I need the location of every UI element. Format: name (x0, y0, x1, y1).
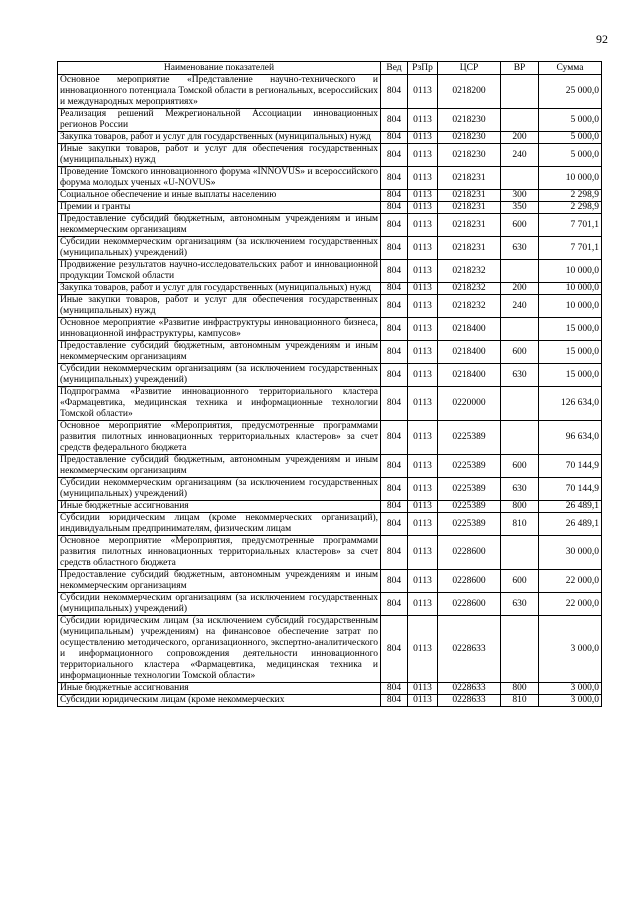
table-row (58, 364, 602, 387)
cell-csr: 0225389 (438, 421, 501, 455)
cell-sum: 26 489,1 (539, 501, 602, 513)
cell-csr: 0218232 (438, 260, 501, 283)
cell-rzpr: 0113 (408, 364, 438, 387)
cell-rzpr: 0113 (408, 478, 438, 501)
cell-sum: 7 701,1 (539, 214, 602, 237)
cell-csr: 0218231 (438, 167, 501, 190)
cell-ved: 804 (381, 109, 408, 132)
cell-ved: 804 (381, 167, 408, 190)
cell-csr: 0218230 (438, 132, 501, 144)
table-row (58, 202, 602, 214)
cell-rzpr: 0113 (408, 421, 438, 455)
column-header-sum: Сумма (539, 62, 602, 75)
cell-rzpr: 0113 (408, 237, 438, 260)
cell-sum: 7 701,1 (539, 237, 602, 260)
cell-sum: 70 144,9 (539, 478, 602, 501)
table-row (58, 237, 602, 260)
cell-ved: 804 (381, 387, 408, 421)
table-row (58, 695, 602, 707)
cell-vr (501, 616, 539, 683)
cell-csr: 0218200 (438, 75, 501, 109)
cell-sum: 10 000,0 (539, 295, 602, 318)
cell-ved: 804 (381, 295, 408, 318)
cell-vr: 600 (501, 455, 539, 478)
cell-csr: 0218231 (438, 202, 501, 214)
table-row (58, 214, 602, 237)
cell-rzpr: 0113 (408, 144, 438, 167)
cell-vr: 630 (501, 237, 539, 260)
cell-ved: 804 (381, 421, 408, 455)
cell-rzpr: 0113 (408, 132, 438, 144)
table-row (58, 283, 602, 295)
cell-csr: 0228633 (438, 683, 501, 695)
cell-ved: 804 (381, 144, 408, 167)
cell-ved: 804 (381, 190, 408, 202)
cell-csr: 0225389 (438, 501, 501, 513)
table-row (58, 536, 602, 570)
cell-name: Основное мероприятие «Мероприятия, предусмотренные программами развития пилотных инновационных территориальных кластеров» за счет средств областного бюджета (58, 536, 381, 570)
cell-vr: 200 (501, 132, 539, 144)
table-row (58, 513, 602, 536)
cell-ved: 804 (381, 478, 408, 501)
cell-name: Субсидии юридическим лицам (кроме некоммерческих организаций), индивидуальным предпринимателям, физическим лицам (58, 513, 381, 536)
cell-vr: 240 (501, 295, 539, 318)
cell-name: Предоставление субсидий бюджетным, автономным учреждениям и иным некоммерческим организациям (58, 455, 381, 478)
cell-csr: 0218400 (438, 318, 501, 341)
cell-csr: 0218230 (438, 144, 501, 167)
table-row (58, 455, 602, 478)
cell-vr (501, 75, 539, 109)
cell-vr (501, 109, 539, 132)
cell-rzpr: 0113 (408, 109, 438, 132)
cell-csr: 0218231 (438, 190, 501, 202)
cell-name: Предоставление субсидий бюджетным, автономным учреждениям и иным некоммерческим организациям (58, 341, 381, 364)
cell-ved: 804 (381, 695, 408, 707)
cell-name: Субсидии юридическим лицам (за исключением субсидий государственным (муниципальным) учреждениям) на финансовое обеспечение затрат по осуществлению методического, организационного, экспертно-аналитического и информационного сопровождения деятельности инновационного территориального кластера «Фармацевтика, медицинская техника и информационные технологии Томской области» (58, 616, 381, 683)
table-row (58, 683, 602, 695)
cell-sum: 10 000,0 (539, 260, 602, 283)
cell-rzpr: 0113 (408, 75, 438, 109)
cell-ved: 804 (381, 237, 408, 260)
cell-rzpr: 0113 (408, 593, 438, 616)
cell-name: Основное мероприятие «Представление научно-технического и инновационного потенциала Томской области в региональных, всероссийских и международных мероприятиях» (58, 75, 381, 109)
cell-csr: 0218232 (438, 295, 501, 318)
cell-vr: 600 (501, 570, 539, 593)
table-row (58, 318, 602, 341)
cell-ved: 804 (381, 455, 408, 478)
cell-sum: 3 000,0 (539, 683, 602, 695)
cell-sum: 96 634,0 (539, 421, 602, 455)
cell-csr: 0218230 (438, 109, 501, 132)
cell-sum: 10 000,0 (539, 167, 602, 190)
table-row (58, 593, 602, 616)
cell-name: Продвижение результатов научно-исследовательских работ и инновационной продукции Томской области (58, 260, 381, 283)
cell-ved: 804 (381, 513, 408, 536)
cell-sum: 3 000,0 (539, 695, 602, 707)
column-header-vr: ВР (501, 62, 539, 75)
cell-csr: 0220000 (438, 387, 501, 421)
cell-sum: 2 298,9 (539, 190, 602, 202)
column-header-csr: ЦСР (438, 62, 501, 75)
cell-rzpr: 0113 (408, 501, 438, 513)
cell-rzpr: 0113 (408, 318, 438, 341)
table-row (58, 260, 602, 283)
cell-name: Иные бюджетные ассигнования (58, 501, 381, 513)
cell-vr: 810 (501, 695, 539, 707)
table-row (58, 570, 602, 593)
cell-sum: 15 000,0 (539, 364, 602, 387)
cell-rzpr: 0113 (408, 683, 438, 695)
cell-name: Основное мероприятие «Развитие инфраструктуры инновационного бизнеса, инновационной инфраструктуры, кампусов» (58, 318, 381, 341)
column-header-name: Наименование показателей (58, 62, 381, 75)
cell-vr: 630 (501, 478, 539, 501)
cell-csr: 0228600 (438, 536, 501, 570)
cell-name: Иные закупки товаров, работ и услуг для обеспечения государственных (муниципальных) нужд (58, 295, 381, 318)
table-body (58, 75, 602, 707)
cell-csr: 0225389 (438, 513, 501, 536)
cell-sum: 15 000,0 (539, 341, 602, 364)
cell-vr: 240 (501, 144, 539, 167)
cell-vr: 630 (501, 593, 539, 616)
cell-name: Предоставление субсидий бюджетным, автономным учреждениям и иным некоммерческим организациям (58, 214, 381, 237)
cell-ved: 804 (381, 570, 408, 593)
page-number: 92 (596, 32, 608, 46)
cell-name: Субсидии некоммерческим организациям (за исключением государственных (муниципальных) учреждений) (58, 237, 381, 260)
cell-vr (501, 536, 539, 570)
table-row (58, 190, 602, 202)
cell-vr (501, 260, 539, 283)
table-row (58, 144, 602, 167)
cell-name: Иные закупки товаров, работ и услуг для обеспечения государственных (муниципальных) нужд (58, 144, 381, 167)
cell-vr: 810 (501, 513, 539, 536)
cell-vr: 800 (501, 683, 539, 695)
table-row (58, 109, 602, 132)
cell-ved: 804 (381, 683, 408, 695)
cell-name: Реализация решений Межрегиональной Ассоциации инновационных регионов России (58, 109, 381, 132)
cell-ved: 804 (381, 214, 408, 237)
cell-ved: 804 (381, 364, 408, 387)
cell-sum: 10 000,0 (539, 283, 602, 295)
cell-csr: 0228600 (438, 570, 501, 593)
cell-name: Иные бюджетные ассигнования (58, 683, 381, 695)
cell-name: Социальное обеспечение и иные выплаты населению (58, 190, 381, 202)
cell-vr: 800 (501, 501, 539, 513)
column-header-rzpr: РзПр (408, 62, 438, 75)
table-header-row (58, 62, 602, 75)
cell-rzpr: 0113 (408, 283, 438, 295)
cell-csr: 0225389 (438, 455, 501, 478)
cell-ved: 804 (381, 536, 408, 570)
cell-sum: 22 000,0 (539, 570, 602, 593)
cell-rzpr: 0113 (408, 214, 438, 237)
cell-sum: 22 000,0 (539, 593, 602, 616)
table-row (58, 421, 602, 455)
cell-vr (501, 387, 539, 421)
cell-sum: 5 000,0 (539, 144, 602, 167)
cell-rzpr: 0113 (408, 616, 438, 683)
cell-csr: 0225389 (438, 478, 501, 501)
cell-rzpr: 0113 (408, 570, 438, 593)
cell-sum: 5 000,0 (539, 132, 602, 144)
cell-csr: 0228600 (438, 593, 501, 616)
cell-ved: 804 (381, 318, 408, 341)
cell-name: Проведение Томского инновационного форума «INNOVUS» и всероссийского форума молодых ученых «U-NOVUS» (58, 167, 381, 190)
cell-vr: 630 (501, 364, 539, 387)
cell-ved: 804 (381, 593, 408, 616)
cell-sum: 30 000,0 (539, 536, 602, 570)
cell-name: Основное мероприятие «Мероприятия, предусмотренные программами развития пилотных инновационных территориальных кластеров» за счет средств федерального бюджета (58, 421, 381, 455)
cell-rzpr: 0113 (408, 260, 438, 283)
cell-vr (501, 421, 539, 455)
cell-name: Субсидии некоммерческим организациям (за исключением государственных (муниципальных) учреждений) (58, 478, 381, 501)
cell-vr: 300 (501, 190, 539, 202)
cell-csr: 0218232 (438, 283, 501, 295)
table-row (58, 167, 602, 190)
cell-sum: 15 000,0 (539, 318, 602, 341)
table-row (58, 295, 602, 318)
cell-csr: 0218400 (438, 364, 501, 387)
cell-rzpr: 0113 (408, 202, 438, 214)
cell-sum: 5 000,0 (539, 109, 602, 132)
cell-vr (501, 318, 539, 341)
budget-table (57, 61, 602, 707)
cell-vr: 200 (501, 283, 539, 295)
cell-ved: 804 (381, 132, 408, 144)
cell-ved: 804 (381, 616, 408, 683)
cell-vr: 350 (501, 202, 539, 214)
cell-rzpr: 0113 (408, 387, 438, 421)
cell-ved: 804 (381, 501, 408, 513)
cell-ved: 804 (381, 260, 408, 283)
table-row (58, 478, 602, 501)
cell-sum: 70 144,9 (539, 455, 602, 478)
cell-vr: 600 (501, 341, 539, 364)
cell-sum: 26 489,1 (539, 513, 602, 536)
cell-rzpr: 0113 (408, 513, 438, 536)
cell-rzpr: 0113 (408, 695, 438, 707)
cell-rzpr: 0113 (408, 295, 438, 318)
cell-rzpr: 0113 (408, 167, 438, 190)
cell-rzpr: 0113 (408, 536, 438, 570)
table-row (58, 75, 602, 109)
cell-sum: 25 000,0 (539, 75, 602, 109)
cell-vr: 600 (501, 214, 539, 237)
cell-csr: 0228633 (438, 695, 501, 707)
table-row (58, 501, 602, 513)
cell-csr: 0228633 (438, 616, 501, 683)
cell-name: Субсидии юридическим лицам (кроме некоммерческих (58, 695, 381, 707)
cell-sum: 2 298,9 (539, 202, 602, 214)
cell-csr: 0218231 (438, 214, 501, 237)
cell-rzpr: 0113 (408, 455, 438, 478)
table-row (58, 387, 602, 421)
cell-name: Подпрограмма «Развитие инновационного территориального кластера «Фармацевтика, медицинская техника и информационные технологии Томской области» (58, 387, 381, 421)
cell-name: Субсидии некоммерческим организациям (за исключением государственных (муниципальных) учреждений) (58, 364, 381, 387)
table-row (58, 341, 602, 364)
table-row (58, 616, 602, 683)
cell-ved: 804 (381, 341, 408, 364)
cell-ved: 804 (381, 202, 408, 214)
cell-sum: 126 634,0 (539, 387, 602, 421)
cell-vr (501, 167, 539, 190)
cell-rzpr: 0113 (408, 190, 438, 202)
cell-csr: 0218400 (438, 341, 501, 364)
cell-csr: 0218231 (438, 237, 501, 260)
cell-sum: 3 000,0 (539, 616, 602, 683)
cell-name: Премии и гранты (58, 202, 381, 214)
table-row (58, 132, 602, 144)
cell-rzpr: 0113 (408, 341, 438, 364)
cell-name: Субсидии некоммерческим организациям (за исключением государственных (муниципальных) учреждений) (58, 593, 381, 616)
cell-ved: 804 (381, 283, 408, 295)
cell-ved: 804 (381, 75, 408, 109)
column-header-ved: Вед (381, 62, 408, 75)
cell-name: Закупка товаров, работ и услуг для государственных (муниципальных) нужд (58, 283, 381, 295)
cell-name: Предоставление субсидий бюджетным, автономным учреждениям и иным некоммерческим организациям (58, 570, 381, 593)
cell-name: Закупка товаров, работ и услуг для государственных (муниципальных) нужд (58, 132, 381, 144)
